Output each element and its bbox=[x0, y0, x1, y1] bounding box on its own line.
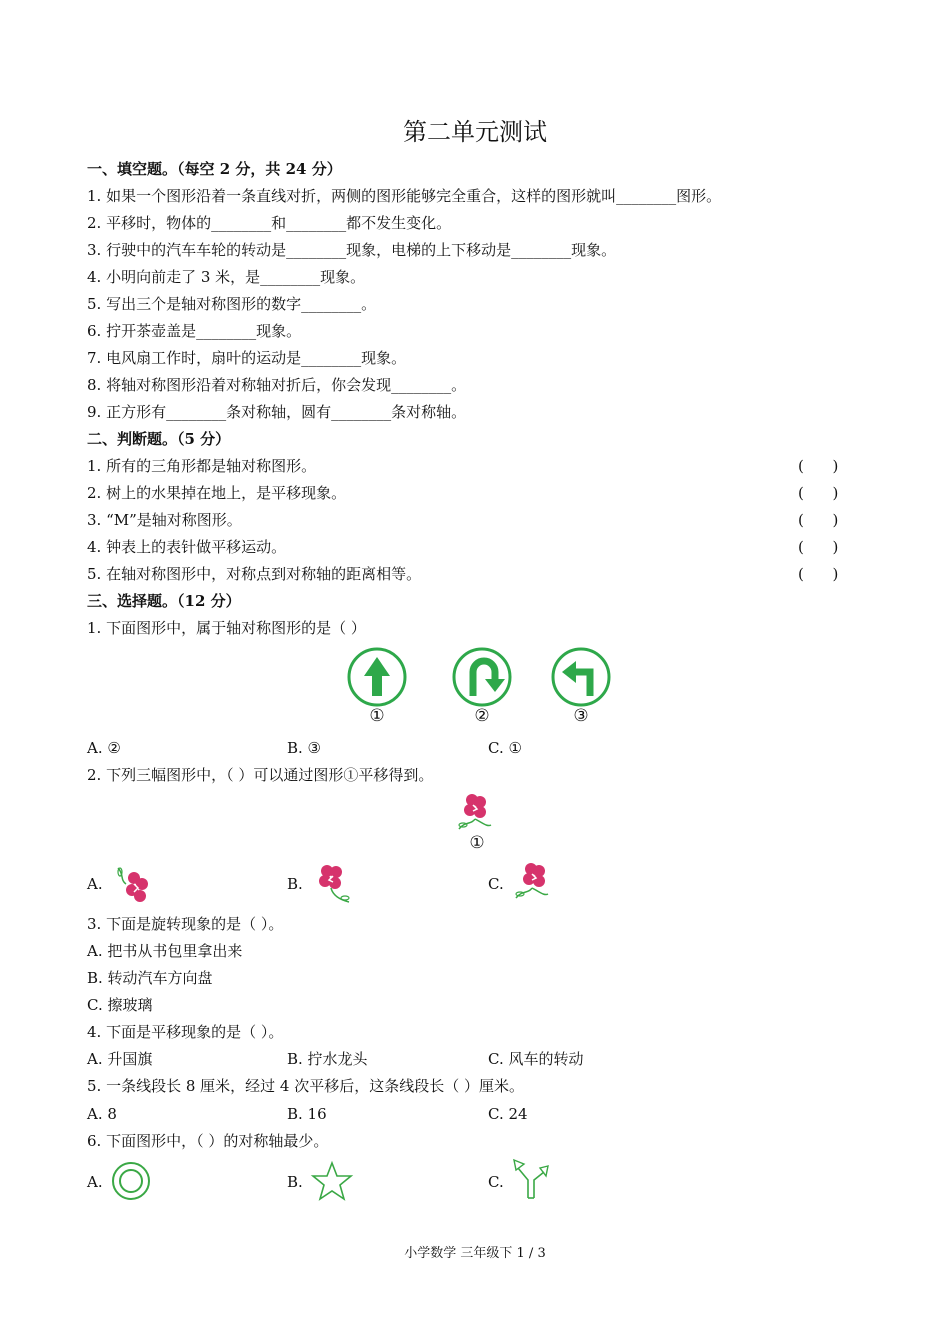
judge-item-1: 1. 所有的三角形都是轴对称图形。 bbox=[87, 457, 317, 475]
fill-item-1: 1. 如果一个图形沿着一条直线对折，两侧的图形能够完全重合，这样的图形就叫________图形。 bbox=[87, 187, 722, 205]
fill-item-2: 2. 平移时，物体的________和________都不发生变化。 bbox=[87, 214, 452, 232]
q4-option-c: C. 风车的转动 bbox=[488, 1050, 584, 1068]
q5-option-b: B. 16 bbox=[287, 1105, 327, 1123]
flower-icon bbox=[455, 791, 495, 833]
figure-label-3: ③ bbox=[573, 706, 589, 726]
judge-item-5: 5. 在轴对称图形中，对称点到对称轴的距离相等。 bbox=[87, 565, 422, 583]
page-footer: 小学数学 三年级下 1 / 3 bbox=[404, 1246, 546, 1261]
translated-flower-icon bbox=[512, 860, 554, 904]
choice-q5-text: 5. 一条线段长 8 厘米，经过 4 次平移后，这条线段长（ ）厘米。 bbox=[87, 1077, 525, 1095]
choice-q1-text: 1. 下面图形中，属于轴对称图形的是（ ） bbox=[87, 619, 366, 637]
answer-paren: ( ) bbox=[798, 484, 839, 502]
judge-item-4: 4. 钟表上的表针做平移运动。 bbox=[87, 538, 287, 556]
fill-item-3: 3. 行驶中的汽车车轮的转动是________现象，电梯的上下移动是________现象。 bbox=[87, 241, 617, 259]
choice-q4-text: 4. 下面是平移现象的是（ ）。 bbox=[87, 1023, 284, 1041]
concentric-circles-icon bbox=[110, 1160, 152, 1202]
fill-item-8: 8. 将轴对称图形沿着对称轴对折后，你会发现________。 bbox=[87, 376, 467, 394]
answer-paren: ( ) bbox=[798, 565, 839, 583]
q1-option-a: A. ② bbox=[87, 739, 121, 757]
q6-option-a: A. bbox=[87, 1173, 103, 1191]
section3-heading: 三、选择题。（12 分） bbox=[87, 592, 241, 610]
q4-option-b: B. 拧水龙头 bbox=[287, 1050, 368, 1068]
page-title: 第二单元测试 bbox=[403, 118, 547, 146]
q5-option-c: C. 24 bbox=[488, 1105, 528, 1123]
q5-option-a: A. 8 bbox=[87, 1105, 117, 1123]
left-turn-sign-icon bbox=[550, 646, 612, 708]
figure-label-2: ② bbox=[474, 706, 490, 726]
flipped-flower-icon bbox=[311, 862, 353, 906]
choice-q3-text: 3. 下面是旋转现象的是（ ）。 bbox=[87, 915, 284, 933]
q3-option-b: B. 转动汽车方向盘 bbox=[87, 969, 213, 987]
q4-option-a: A. 升国旗 bbox=[87, 1050, 153, 1068]
answer-paren: ( ) bbox=[798, 457, 839, 475]
q6-option-c: C. bbox=[488, 1173, 504, 1191]
fill-item-9: 9. 正方形有________条对称轴，圆有________条对称轴。 bbox=[87, 403, 467, 421]
straight-arrow-sign-icon bbox=[346, 646, 408, 708]
judge-item-3: 3. “M”是轴对称图形。 bbox=[87, 511, 242, 529]
star-icon bbox=[310, 1160, 354, 1202]
q6-option-b: B. bbox=[287, 1173, 303, 1191]
q3-option-c: C. 擦玻璃 bbox=[87, 996, 153, 1014]
answer-paren: ( ) bbox=[798, 511, 839, 529]
section2-heading: 二、判断题。（5 分） bbox=[87, 430, 231, 448]
q1-option-b: B. ③ bbox=[287, 739, 322, 757]
flower-label-1: ① bbox=[469, 833, 485, 853]
figure-label-1: ① bbox=[369, 706, 385, 726]
choice-q2-text: 2. 下列三幅图形中，（ ）可以通过图形①平移得到。 bbox=[87, 766, 434, 784]
fill-item-6: 6. 拧开茶壶盖是________现象。 bbox=[87, 322, 302, 340]
q2-option-b: B. bbox=[287, 875, 303, 893]
judge-item-2: 2. 树上的水果掉在地上，是平移现象。 bbox=[87, 484, 347, 502]
answer-paren: ( ) bbox=[798, 538, 839, 556]
q1-option-c: C. ① bbox=[488, 739, 522, 757]
q2-option-c: C. bbox=[488, 875, 504, 893]
fill-item-5: 5. 写出三个是轴对称图形的数字________。 bbox=[87, 295, 377, 313]
fill-item-4: 4. 小明向前走了 3 米，是________现象。 bbox=[87, 268, 366, 286]
u-turn-sign-icon bbox=[451, 646, 513, 708]
fill-item-7: 7. 电风扇工作时，扇叶的运动是________现象。 bbox=[87, 349, 407, 367]
q2-option-a: A. bbox=[87, 875, 103, 893]
rotated-flower-icon bbox=[112, 864, 154, 906]
fork-arrow-icon bbox=[510, 1156, 552, 1202]
section1-heading: 一、填空题。（每空 2 分，共 24 分） bbox=[87, 160, 342, 178]
q3-option-a: A. 把书从书包里拿出来 bbox=[87, 942, 243, 960]
choice-q6-text: 6. 下面图形中，（ ）的对称轴最少。 bbox=[87, 1132, 329, 1150]
